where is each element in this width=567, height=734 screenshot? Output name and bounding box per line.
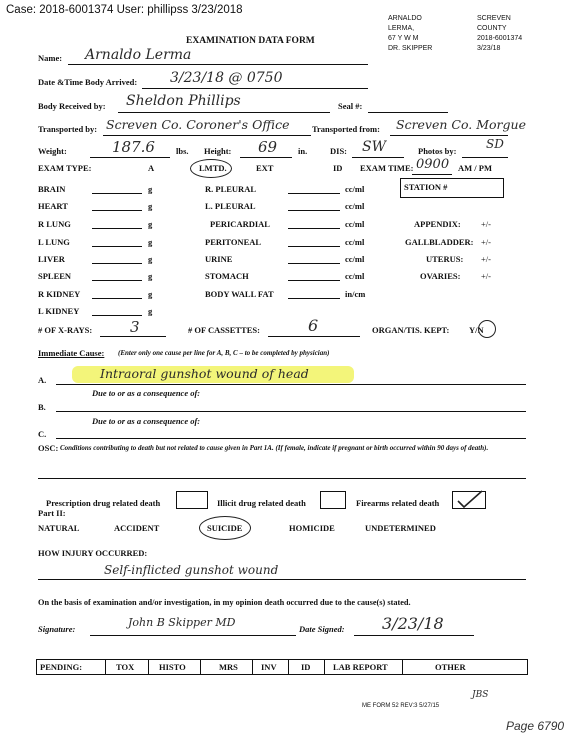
unit-incm: in/cm bbox=[345, 289, 366, 299]
datetime-label: Date &Time Body Arrived: bbox=[38, 77, 138, 87]
date-signed-line bbox=[354, 635, 474, 636]
organ-uterus: UTERUS: bbox=[426, 254, 464, 264]
manner-natural: NATURAL bbox=[38, 523, 80, 533]
received-value: Sheldon Phillips bbox=[126, 93, 241, 109]
pending-divider bbox=[252, 659, 253, 674]
due-to-label-b: Due to or as a consequence of: bbox=[92, 416, 201, 426]
prescription-checkbox[interactable] bbox=[176, 491, 208, 509]
fluid-line bbox=[288, 280, 340, 281]
label-line: 3/23/18 bbox=[477, 45, 501, 52]
exam-type-lmtd: LMTD. bbox=[199, 163, 227, 173]
name-label: Name: bbox=[38, 53, 63, 63]
immediate-cause-label: Immediate Cause: bbox=[38, 348, 105, 358]
unit-ccml: cc/ml bbox=[345, 237, 365, 247]
unit-g: g bbox=[148, 289, 153, 299]
name-line bbox=[68, 64, 368, 65]
pending-label: PENDING: bbox=[40, 662, 83, 672]
body-wall-fat: BODY WALL FAT bbox=[205, 289, 274, 299]
organ-r-kidney: R KIDNEY bbox=[38, 289, 81, 299]
transported-by-label: Transported by: bbox=[38, 124, 98, 134]
unit-ccml: cc/ml bbox=[345, 219, 365, 229]
page-number: Page 6790 bbox=[506, 719, 565, 733]
seal-label: Seal #: bbox=[338, 101, 363, 111]
pending-inv: INV bbox=[261, 662, 277, 672]
organ-line bbox=[92, 263, 142, 264]
transported-by-line bbox=[103, 135, 311, 136]
pending-divider bbox=[288, 659, 289, 674]
how-injury-value: Self-inflicted gunshot wound bbox=[104, 563, 279, 577]
manner-suicide: SUICIDE bbox=[207, 523, 243, 533]
osc-note: Conditions contributing to death but not related to cause given in Part 1A. (If female, indicate if pregnant or birth occurred within 90 days of death). bbox=[60, 444, 489, 452]
fluid-peritoneal: PERITONEAL bbox=[205, 237, 262, 247]
received-line bbox=[118, 112, 330, 113]
cassettes-line bbox=[268, 336, 360, 337]
initials-mark: JBS bbox=[472, 690, 489, 700]
height-label: Height: bbox=[204, 146, 232, 156]
xrays-value: 3 bbox=[130, 318, 140, 336]
fluid-stomach: STOMACH bbox=[205, 271, 249, 281]
seal-line bbox=[368, 112, 448, 113]
transported-from-value: Screven Co. Morgue bbox=[396, 117, 526, 132]
signature-line bbox=[90, 635, 296, 636]
organ-r-lung: R LUNG bbox=[38, 219, 71, 229]
station-label: STATION # bbox=[404, 182, 448, 192]
cause-c-label: C. bbox=[38, 429, 47, 439]
dis-label: DIS: bbox=[330, 146, 348, 156]
cause-a-value: Intraoral gunshot wound of head bbox=[100, 366, 309, 381]
received-label: Body Received by: bbox=[38, 101, 106, 111]
form-title: EXAMINATION DATA FORM bbox=[186, 36, 315, 46]
manner-undetermined: UNDETERMINED bbox=[365, 523, 436, 533]
firearms-label: Firearms related death bbox=[356, 498, 440, 508]
organ-l-kidney: L KIDNEY bbox=[38, 306, 80, 316]
date-signed-label: Date Signed: bbox=[299, 624, 345, 634]
cause-a-line bbox=[56, 384, 526, 385]
pending-mrs: MRS bbox=[219, 662, 238, 672]
immediate-cause-note: (Enter only one cause per line for A, B, C – to be completed by physician) bbox=[118, 349, 330, 357]
photos-label: Photos by: bbox=[418, 146, 457, 156]
exam-time-value: 0900 bbox=[416, 157, 450, 172]
transported-by-value: Screven Co. Coroner's Office bbox=[106, 117, 290, 132]
cassettes-label: # OF CASSETTES: bbox=[188, 325, 260, 335]
organ-l-lung: L LUNG bbox=[38, 237, 70, 247]
label-line: LERMA, bbox=[388, 25, 415, 32]
pending-divider bbox=[402, 659, 403, 674]
organ-spleen: SPLEEN bbox=[38, 271, 72, 281]
organ-appendix: APPENDIX: bbox=[414, 219, 461, 229]
pending-divider bbox=[105, 659, 106, 674]
exam-time-line bbox=[412, 174, 452, 175]
case-header: Case: 2018-6001374 User: phillipss 3/23/2018 bbox=[6, 4, 243, 16]
datetime-line bbox=[142, 88, 368, 89]
ampm-label: AM / PM bbox=[458, 163, 492, 173]
exam-type-id: ID bbox=[333, 163, 343, 173]
pending-histo: HISTO bbox=[159, 662, 186, 672]
fluid-line bbox=[288, 210, 340, 211]
fluid-line bbox=[288, 228, 340, 229]
organ-liver: LIVER bbox=[38, 254, 65, 264]
unit-g: g bbox=[148, 184, 153, 194]
form-number: ME FORM 52 REV:3 5/27/15 bbox=[362, 703, 440, 709]
fluid-line bbox=[288, 193, 340, 194]
xrays-label: # OF X-RAYS: bbox=[38, 325, 93, 335]
in-label: in. bbox=[298, 146, 308, 156]
label-line: DR. SKIPPER bbox=[388, 45, 433, 52]
plus-minus: +/- bbox=[481, 219, 491, 229]
unit-ccml: cc/ml bbox=[345, 254, 365, 264]
unit-g: g bbox=[148, 271, 153, 281]
organ-heart: HEART bbox=[38, 201, 68, 211]
pending-divider bbox=[200, 659, 201, 674]
label-line: SCREVEN bbox=[477, 15, 511, 22]
unit-ccml: cc/ml bbox=[345, 184, 365, 194]
cause-b-label: B. bbox=[38, 402, 46, 412]
unit-g: g bbox=[148, 237, 153, 247]
manner-homicide: HOMICIDE bbox=[289, 523, 335, 533]
organ-line bbox=[92, 228, 142, 229]
organ-ovaries: OVARIES: bbox=[420, 271, 461, 281]
organ-line bbox=[92, 210, 142, 211]
osc-line bbox=[38, 478, 526, 479]
pending-id: ID bbox=[301, 662, 311, 672]
organ-kept-n-circle bbox=[478, 320, 496, 338]
photos-value: SD bbox=[486, 137, 504, 151]
pending-other: OTHER bbox=[435, 662, 466, 672]
unit-ccml: cc/ml bbox=[345, 271, 365, 281]
label-line: COUNTY bbox=[477, 25, 507, 32]
label-line: 2018-6001374 bbox=[477, 35, 523, 42]
lmtd-circle-mark bbox=[190, 159, 232, 178]
patient-label-left bbox=[388, 14, 432, 54]
organ-line bbox=[92, 298, 142, 299]
transported-from-label: Transported from: bbox=[312, 124, 380, 134]
xrays-line bbox=[100, 336, 166, 337]
how-injury-label: HOW INJURY OCCURRED: bbox=[38, 548, 148, 558]
how-injury-line bbox=[38, 579, 526, 580]
fluid-urine: URINE bbox=[205, 254, 233, 264]
osc-label: OSC: bbox=[38, 443, 59, 453]
label-line: ARNALDO bbox=[388, 15, 422, 22]
prescription-label: Prescription drug related death bbox=[46, 498, 161, 508]
patient-label-right bbox=[477, 14, 522, 54]
unit-g: g bbox=[148, 201, 153, 211]
unit-ccml: cc/ml bbox=[345, 201, 365, 211]
exam-type-ext: EXT bbox=[256, 163, 274, 173]
firearms-check-mark-icon bbox=[452, 489, 486, 509]
plus-minus: +/- bbox=[481, 271, 491, 281]
organ-brain: BRAIN bbox=[38, 184, 66, 194]
dis-value: SW bbox=[362, 139, 386, 155]
illicit-checkbox[interactable] bbox=[320, 491, 346, 509]
datetime-value: 3/23/18 @ 0750 bbox=[170, 70, 283, 86]
fluid-pericardial: PERICARDIAL bbox=[210, 219, 270, 229]
suicide-circle-mark bbox=[199, 516, 251, 540]
due-to-label-a: Due to or as a consequence of: bbox=[92, 388, 201, 398]
weight-line bbox=[90, 157, 170, 158]
cause-b-line bbox=[56, 411, 526, 412]
photos-line bbox=[462, 157, 508, 158]
manner-accident: ACCIDENT bbox=[114, 523, 160, 533]
lbs-label: lbs. bbox=[176, 146, 189, 156]
illicit-label: Illicit drug related death bbox=[217, 498, 306, 508]
organ-line bbox=[92, 246, 142, 247]
height-value: 69 bbox=[258, 138, 278, 156]
label-line: 67 Y W M bbox=[388, 35, 419, 42]
unit-g: g bbox=[148, 254, 153, 264]
date-signed-value: 3/23/18 bbox=[382, 614, 444, 633]
pending-lab-report: LAB REPORT bbox=[333, 662, 388, 672]
fluid-line bbox=[288, 298, 340, 299]
fluid-line bbox=[288, 246, 340, 247]
signature-label: Signature: bbox=[38, 624, 76, 634]
exam-type-a: A bbox=[148, 163, 155, 173]
dis-line bbox=[352, 157, 404, 158]
opinion-text: On the basis of examination and/or investigation, in my opinion death occurred due to the cause(s) stated. bbox=[38, 598, 411, 607]
organ-gallbladder: GALLBLADDER: bbox=[405, 237, 474, 247]
part2-label: Part II: bbox=[38, 508, 66, 518]
organ-line bbox=[92, 280, 142, 281]
cassettes-value: 6 bbox=[308, 316, 319, 335]
signature-value: John B Skipper MD bbox=[128, 616, 236, 629]
unit-g: g bbox=[148, 219, 153, 229]
plus-minus: +/- bbox=[481, 254, 491, 264]
fluid-r-pleural: R. PLEURAL bbox=[205, 184, 257, 194]
organ-kept-label: ORGAN/TIS. KEPT: bbox=[372, 325, 450, 335]
fluid-line bbox=[288, 263, 340, 264]
pending-tox: TOX bbox=[116, 662, 135, 672]
exam-time-label: EXAM TIME: bbox=[360, 163, 414, 173]
fluid-l-pleural: L. PLEURAL bbox=[205, 201, 256, 211]
transported-from-line bbox=[390, 135, 508, 136]
organ-kept-options: Y/N bbox=[469, 325, 484, 335]
name-value: Arnaldo Lerma bbox=[85, 47, 192, 63]
unit-g: g bbox=[148, 306, 153, 316]
cause-a-label: A. bbox=[38, 375, 47, 385]
plus-minus: +/- bbox=[481, 237, 491, 247]
weight-label: Weight: bbox=[38, 146, 67, 156]
pending-divider bbox=[148, 659, 149, 674]
height-line bbox=[240, 157, 292, 158]
cause-c-line bbox=[56, 438, 526, 439]
pending-row bbox=[36, 659, 528, 675]
organ-line bbox=[92, 193, 142, 194]
exam-type-label: EXAM TYPE: bbox=[38, 163, 92, 173]
organ-line bbox=[92, 315, 142, 316]
weight-value: 187.6 bbox=[112, 138, 155, 156]
pending-divider bbox=[324, 659, 325, 674]
